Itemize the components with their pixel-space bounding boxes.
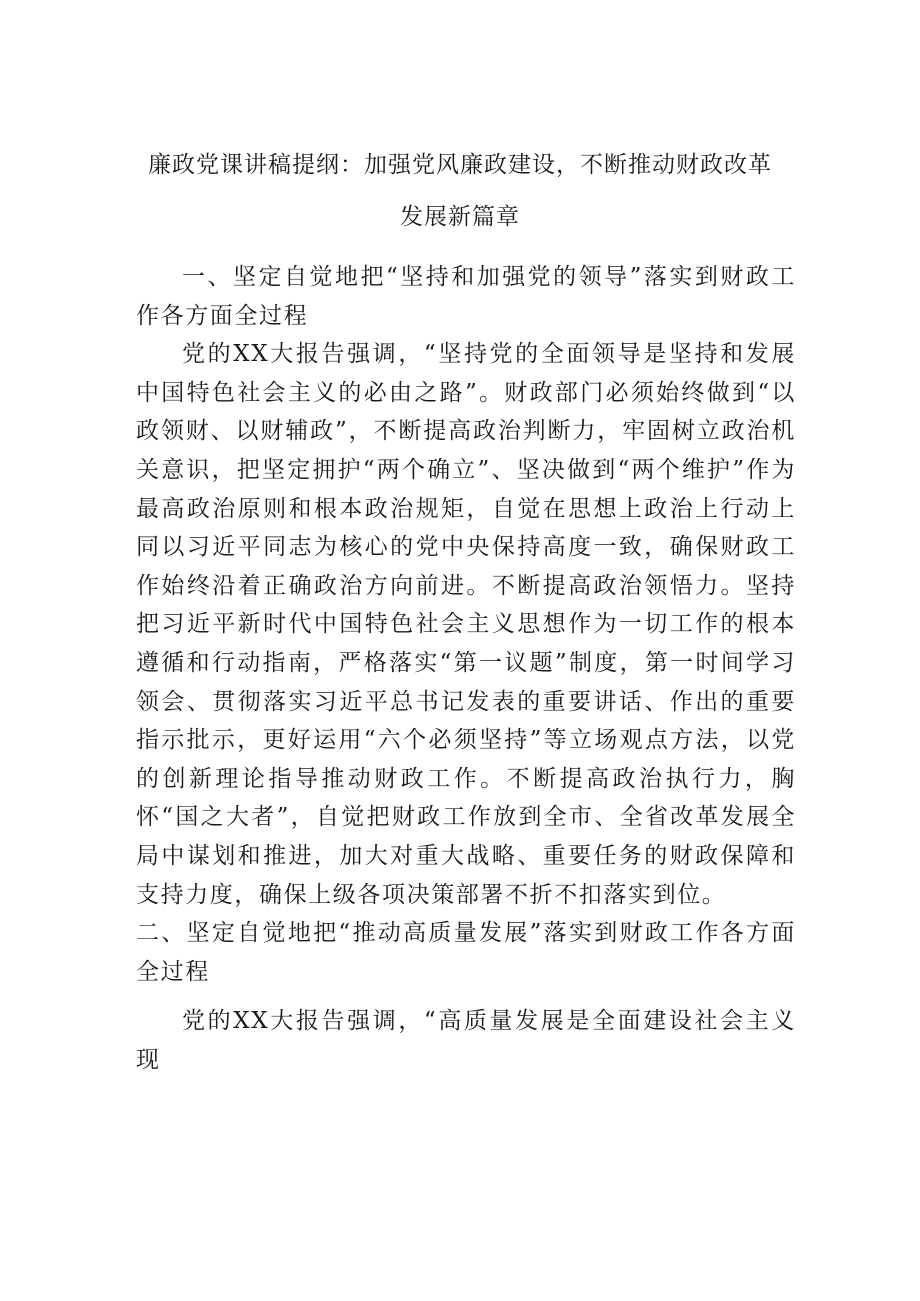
document-title-line-2: 发展新篇章 xyxy=(400,204,520,230)
document-body xyxy=(136,258,796,1079)
document-title-line-1: 廉政党课讲稿提纲：加强党风廉政建设，不断推动财政改革 xyxy=(148,152,772,178)
section-heading-2: 二、坚定自觉地把“推动高质量发展”落实到财政工作各方面全过程 xyxy=(136,920,796,985)
paragraph-2: 党的XX大报告强调，“高质量发展是全面建设社会主义现 xyxy=(136,1008,796,1073)
section-heading-1: 一、坚定自觉地把“坚持和加强党的领导”落实到财政工作各方面全过程 xyxy=(136,264,796,329)
paragraph-1: 党的XX大报告强调，“坚持党的全面领导是坚持和发展中国特色社会主义的必由之路”。财政部门必须始终做到“以政领财、以财辅政”，不断提高政治判断力，牢固树立政治机关意识，把坚定拥护“两个确立”、坚决做到“两个维护”作为最高政治原则和根本政治规矩，自觉在思想上政治上行动上同以习近平同志为核心的党中央保持高度一致，确保财政工作始终沿着正确政治方向前进。不断提高政治领悟力。坚持把习近平新时代中国特色社会主义思想作为一切工作的根本遵循和行动指南，严格落实“第一议题”制度，第一时间学习领会、贯彻落实习近平总书记发表的重要讲话、作出的重要指示批示，更好运用“六个必须坚持”等立场观点方法，以党的创新理论指导推动财政工作。不断提高政治执行力，胸怀“国之大者”，自觉把财政工作放到全市、全省改革发展全局中谋划和推进，加大对重大战略、重要任务的财政保障和支持力度，确保上级各项决策部署不折不扣落实到位。 xyxy=(136,341,796,908)
